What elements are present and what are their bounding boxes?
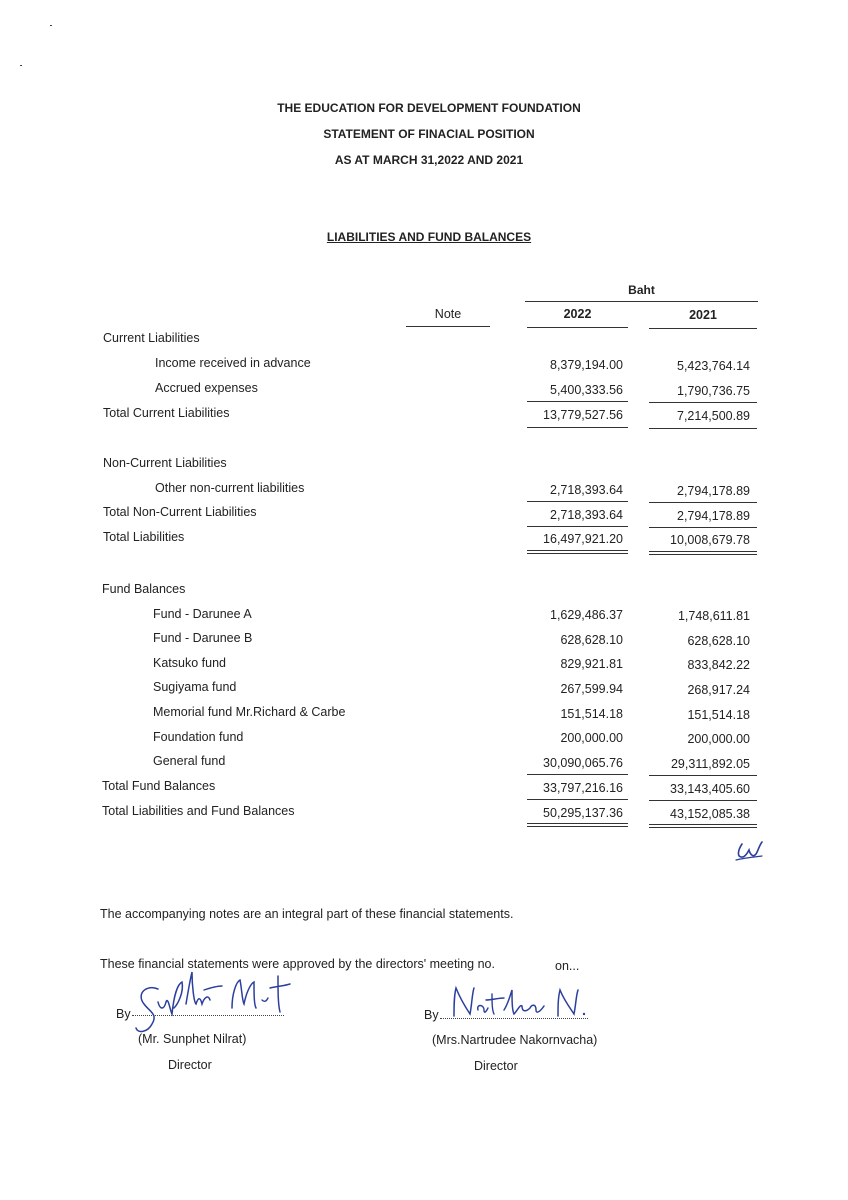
value-2021: 268,917.24 <box>687 683 750 697</box>
value-2022: 2,718,393.64 <box>550 483 623 497</box>
signatory2-by: By <box>424 1008 439 1022</box>
value-2021: 151,514.18 <box>687 708 750 722</box>
value-2021: 29,311,892.05 <box>670 757 750 771</box>
double-underline <box>527 550 628 551</box>
value-2021: 1,748,611.81 <box>677 609 750 623</box>
double-underline <box>649 551 757 552</box>
total-label: Total Current Liabilities <box>103 406 230 420</box>
note-underline <box>406 326 490 327</box>
subtotal-line <box>527 774 628 775</box>
approval-statement: These financial statements were approved by the directors' meeting no. <box>100 957 495 971</box>
note-header: Note <box>434 307 462 321</box>
signatory1-title: Director <box>168 1058 212 1072</box>
grand-total-2021: 43,152,085.38 <box>670 807 750 821</box>
year-2021-underline <box>649 328 757 329</box>
double-underline <box>649 824 757 825</box>
double-underline <box>649 827 757 828</box>
initials-mark <box>732 838 772 864</box>
fund-balances-heading: Fund Balances <box>102 582 186 596</box>
value-2022: 1,629,486.37 <box>550 608 623 622</box>
value-2022: 30,090,065.76 <box>543 756 623 770</box>
value-2022: 200,000.00 <box>560 731 623 745</box>
total-liabilities-label: Total Liabilities <box>103 530 185 544</box>
double-underline <box>527 826 628 827</box>
row-label: Fund - Darunee B <box>153 631 253 645</box>
total-label: Total Fund Balances <box>102 779 216 793</box>
double-underline <box>527 823 628 824</box>
subtotal-line <box>649 775 757 776</box>
value-2022: 5,400,333.56 <box>550 383 623 397</box>
section-title: LIABILITIES AND FUND BALANCES <box>326 230 532 244</box>
currency-underline <box>525 301 758 302</box>
subtotal-line <box>527 526 628 527</box>
total-2021: 7,214,500.89 <box>677 409 750 423</box>
scan-speck <box>50 25 52 26</box>
double-underline <box>527 553 628 554</box>
document-title: THE EDUCATION FOR DEVELOPMENT FOUNDATION <box>277 101 581 115</box>
value-2021: 1,790,736.75 <box>677 384 750 398</box>
subtotal-line <box>649 800 757 801</box>
total-2021: 33,143,405.60 <box>670 782 750 796</box>
total-label: Total Non-Current Liabilities <box>103 505 257 519</box>
total-liabilities-2022: 16,497,921.20 <box>543 532 623 546</box>
year-2022-header: 2022 <box>563 307 592 321</box>
total-liabilities-2021: 10,008,679.78 <box>670 533 750 547</box>
subtotal-line <box>527 501 628 502</box>
grand-total-2022: 50,295,137.36 <box>543 806 623 820</box>
total-2022: 33,797,216.16 <box>543 781 623 795</box>
signatory1-by: By <box>116 1007 131 1021</box>
value-2021: 628,628.10 <box>687 634 750 648</box>
total-2022: 2,718,393.64 <box>550 508 623 522</box>
signatory2-name: (Mrs.Nartrudee Nakornvacha) <box>432 1033 598 1047</box>
subtotal-line <box>649 402 757 403</box>
value-2021: 833,842.22 <box>687 658 750 672</box>
scan-speck <box>20 65 22 66</box>
subtotal-line <box>649 502 757 503</box>
signature-2 <box>448 984 598 1024</box>
grand-total-label: Total Liabilities and Fund Balances <box>102 804 295 818</box>
row-label: Accrued expenses <box>155 381 258 395</box>
year-2021-header: 2021 <box>689 308 717 322</box>
row-label: General fund <box>153 754 226 768</box>
row-label: Foundation fund <box>153 730 244 744</box>
subtotal-line <box>527 401 628 402</box>
notes-statement: The accompanying notes are an integral part of these financial statements. <box>100 907 514 921</box>
row-label: Memorial fund Mr.Richard & Carbe <box>153 705 346 719</box>
value-2021: 200,000.00 <box>687 732 750 746</box>
value-2022: 151,514.18 <box>560 707 623 721</box>
row-label: Income received in advance <box>155 356 311 370</box>
signatory2-title: Director <box>474 1059 518 1073</box>
current-liabilities-heading: Current Liabilities <box>103 331 200 345</box>
value-2021: 5,423,764.14 <box>677 359 750 373</box>
value-2022: 8,379,194.00 <box>550 358 623 372</box>
subtotal-line <box>527 799 628 800</box>
row-label: Fund - Darunee A <box>153 607 252 621</box>
double-underline <box>649 554 757 555</box>
value-2021: 2,794,178.89 <box>677 484 750 498</box>
row-label: Other non-current liabilities <box>155 481 305 495</box>
total-underline <box>649 428 757 429</box>
row-label: Katsuko fund <box>153 656 226 670</box>
statement-date: AS AT MARCH 31,2022 AND 2021 <box>334 153 524 167</box>
approval-on: on... <box>555 959 580 973</box>
total-2021: 2,794,178.89 <box>677 509 750 523</box>
value-2022: 628,628.10 <box>560 633 623 647</box>
statement-title: STATEMENT OF FINACIAL POSITION <box>323 127 535 141</box>
currency-header: Baht <box>628 283 655 297</box>
total-underline <box>527 427 628 428</box>
noncurrent-liabilities-heading: Non-Current Liabilities <box>103 456 227 470</box>
value-2022: 267,599.94 <box>560 682 623 696</box>
subtotal-line <box>649 527 757 528</box>
total-2022: 13,779,527.56 <box>543 408 623 422</box>
row-label: Sugiyama fund <box>153 680 237 694</box>
signatory1-name: (Mr. Sunphet Nilrat) <box>138 1032 247 1046</box>
year-2022-underline <box>527 327 628 328</box>
value-2022: 829,921.81 <box>560 657 623 671</box>
